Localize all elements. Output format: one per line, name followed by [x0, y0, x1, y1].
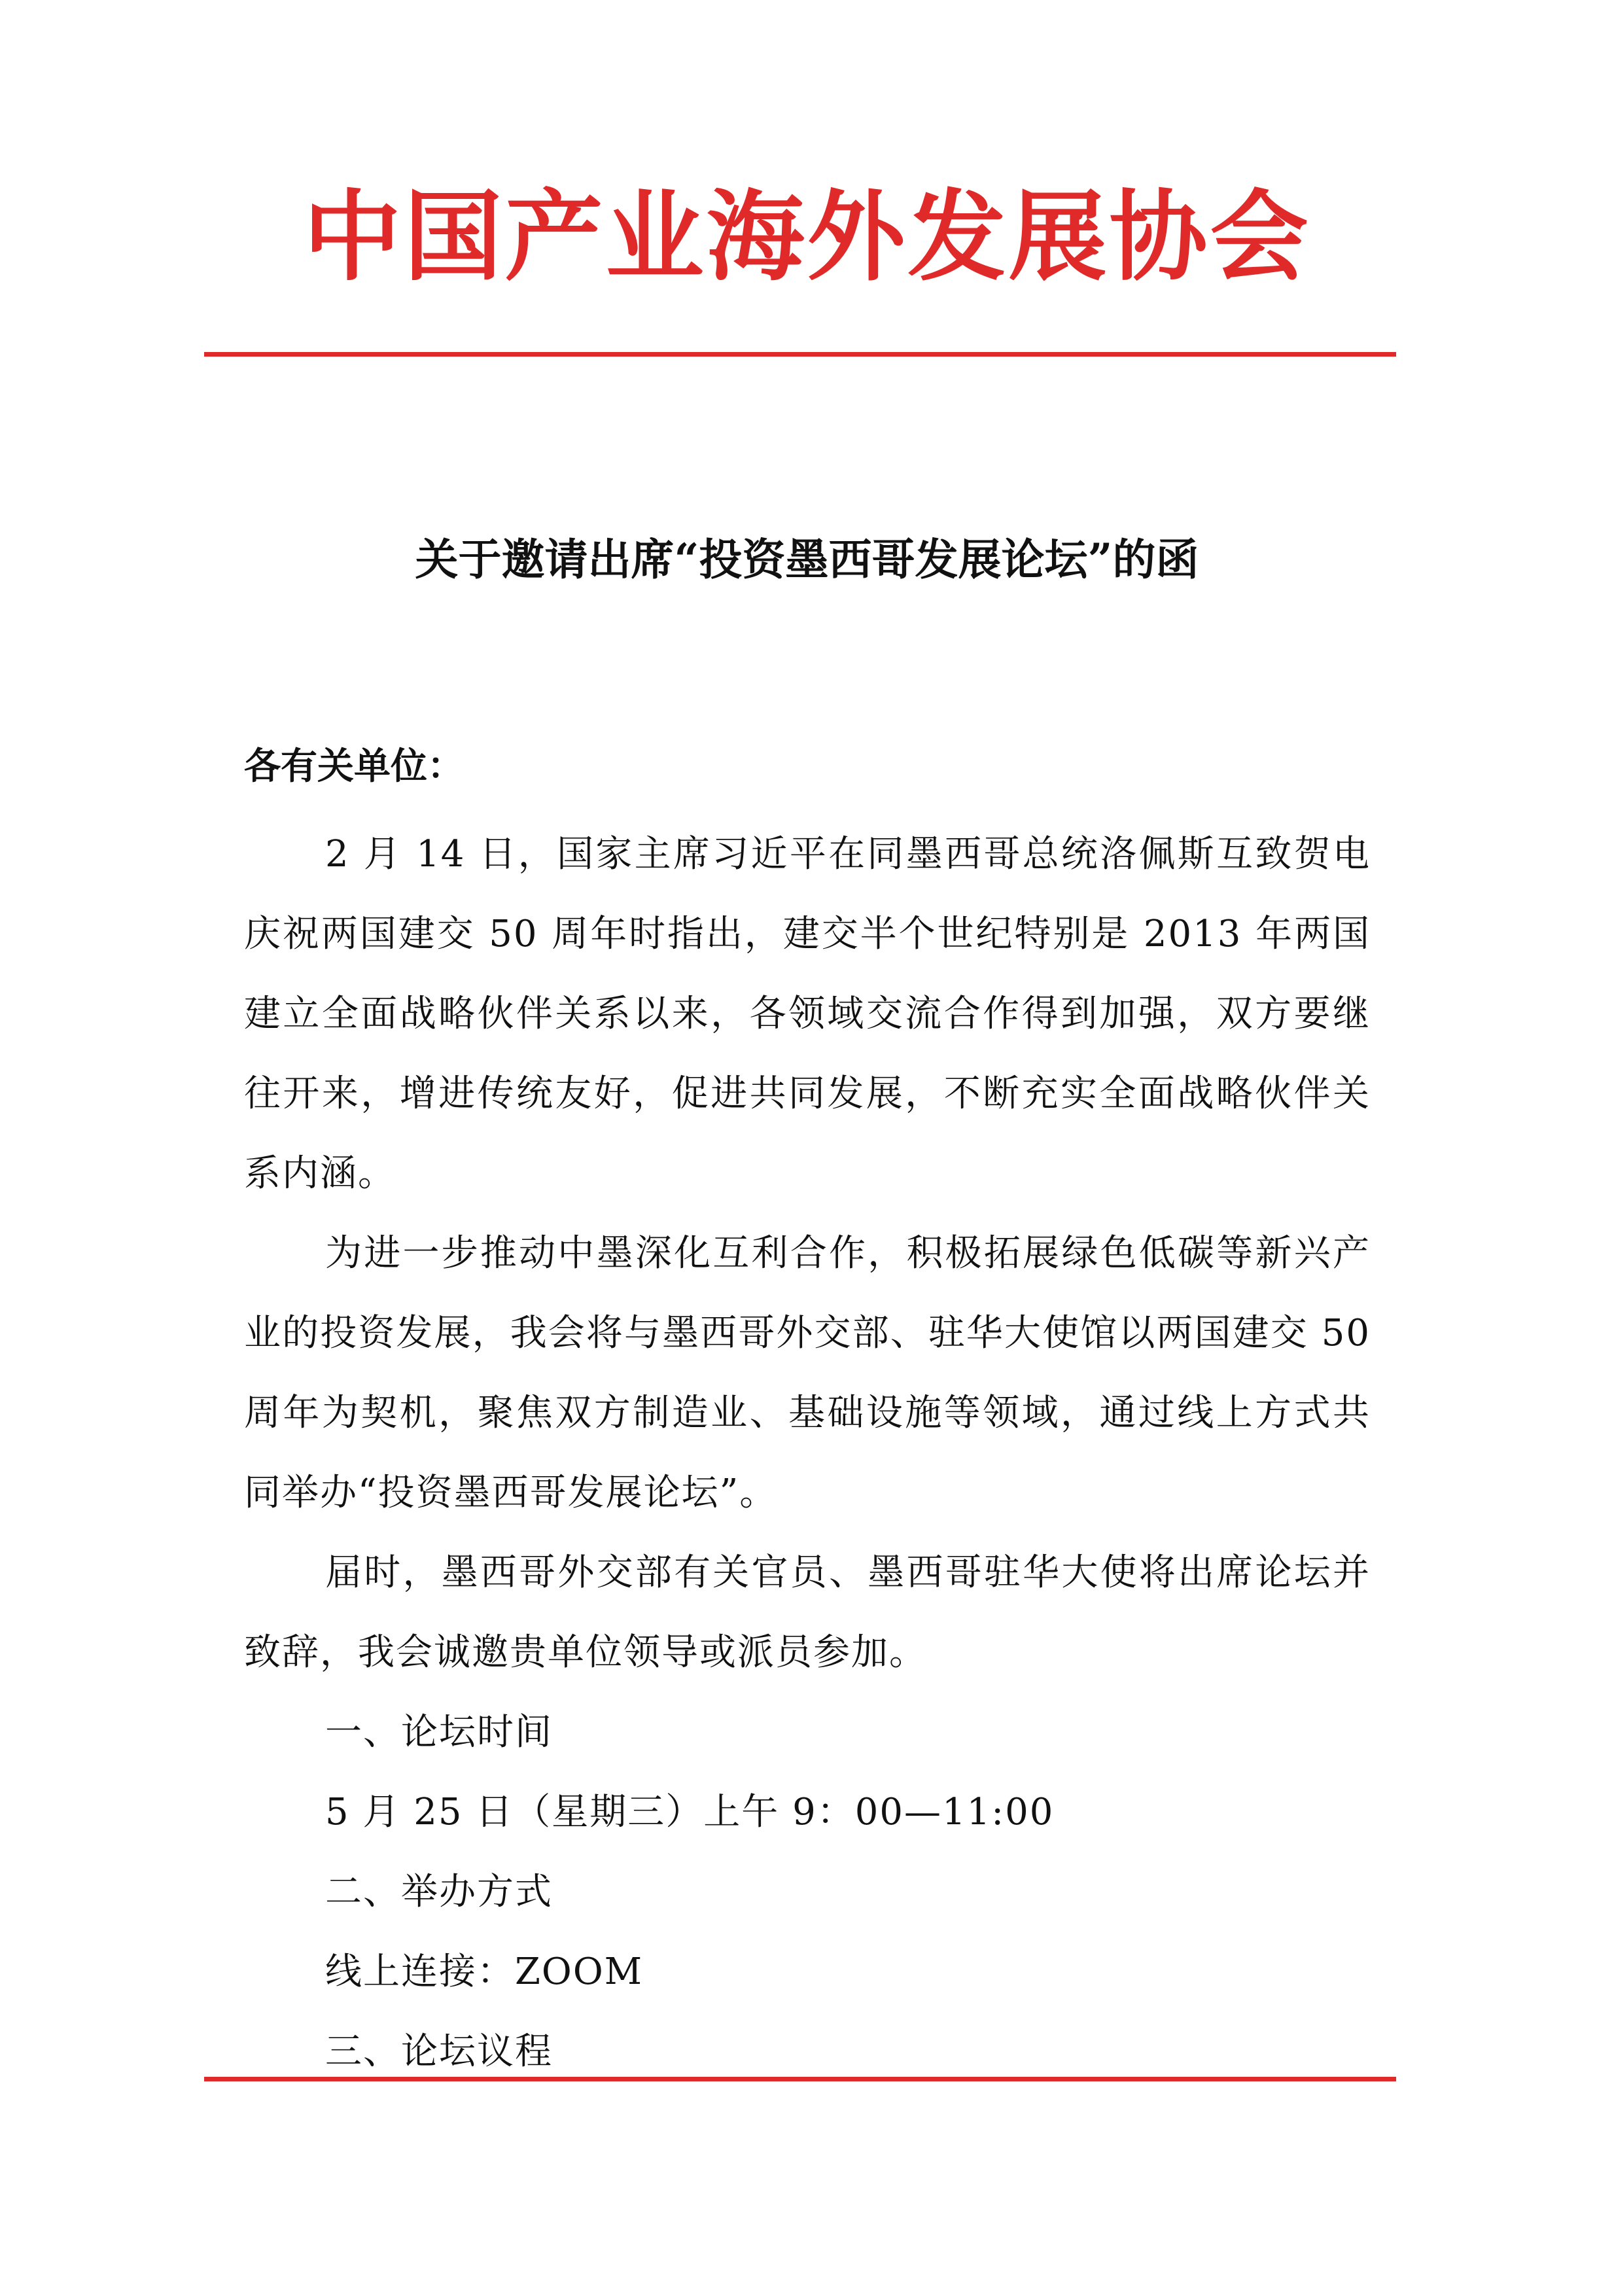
- salutation: 各有关单位：: [244, 745, 464, 788]
- body-paragraph: 届时，墨西哥外交部有关官员、墨西哥驻华大使将出席论坛并致辞，我会诚邀贵单位领导或派员参加。: [244, 1551, 1371, 1674]
- footer-red-divider: [204, 2077, 1396, 2081]
- section-heading-format: 二、举办方式: [325, 1871, 553, 1913]
- section-content-format: 线上连接：ZOOM: [325, 1951, 644, 1993]
- letterhead-org-name: 中国产业海外发展协会: [303, 179, 1311, 294]
- section-heading-time: 一、论坛时间: [325, 1711, 553, 1754]
- section-heading-agenda: 三、论坛议程: [325, 2030, 553, 2073]
- letter-body: [244, 815, 1371, 2092]
- section-content-time: 5 月 25 日（星期三）上午 9：00—11:00: [325, 1791, 1055, 1833]
- body-paragraph: 2 月 14 日，国家主席习近平在同墨西哥总统洛佩斯互致贺电庆祝两国建交 50 周年时指出，建交半个世纪特别是 2013 年两国建立全面战略伙伴关系以来，各领域交流合作得到加强，双方要继往开来，增进传统友好，促进共同发展，不断充实全面战略伙伴关系内涵。: [244, 833, 1371, 1195]
- letterhead-red-divider: [204, 352, 1396, 357]
- document-title: 关于邀请出席“投资墨西哥发展论坛”的函: [415, 534, 1199, 585]
- body-paragraph: 为进一步推动中墨深化互利合作，积极拓展绿色低碳等新兴产业的投资发展，我会将与墨西哥外交部、驻华大使馆以两国建交 50 周年为契机，聚焦双方制造业、基础设施等领域，通过线上方式共同举办“投资墨西哥发展论坛”。: [244, 1232, 1371, 1514]
